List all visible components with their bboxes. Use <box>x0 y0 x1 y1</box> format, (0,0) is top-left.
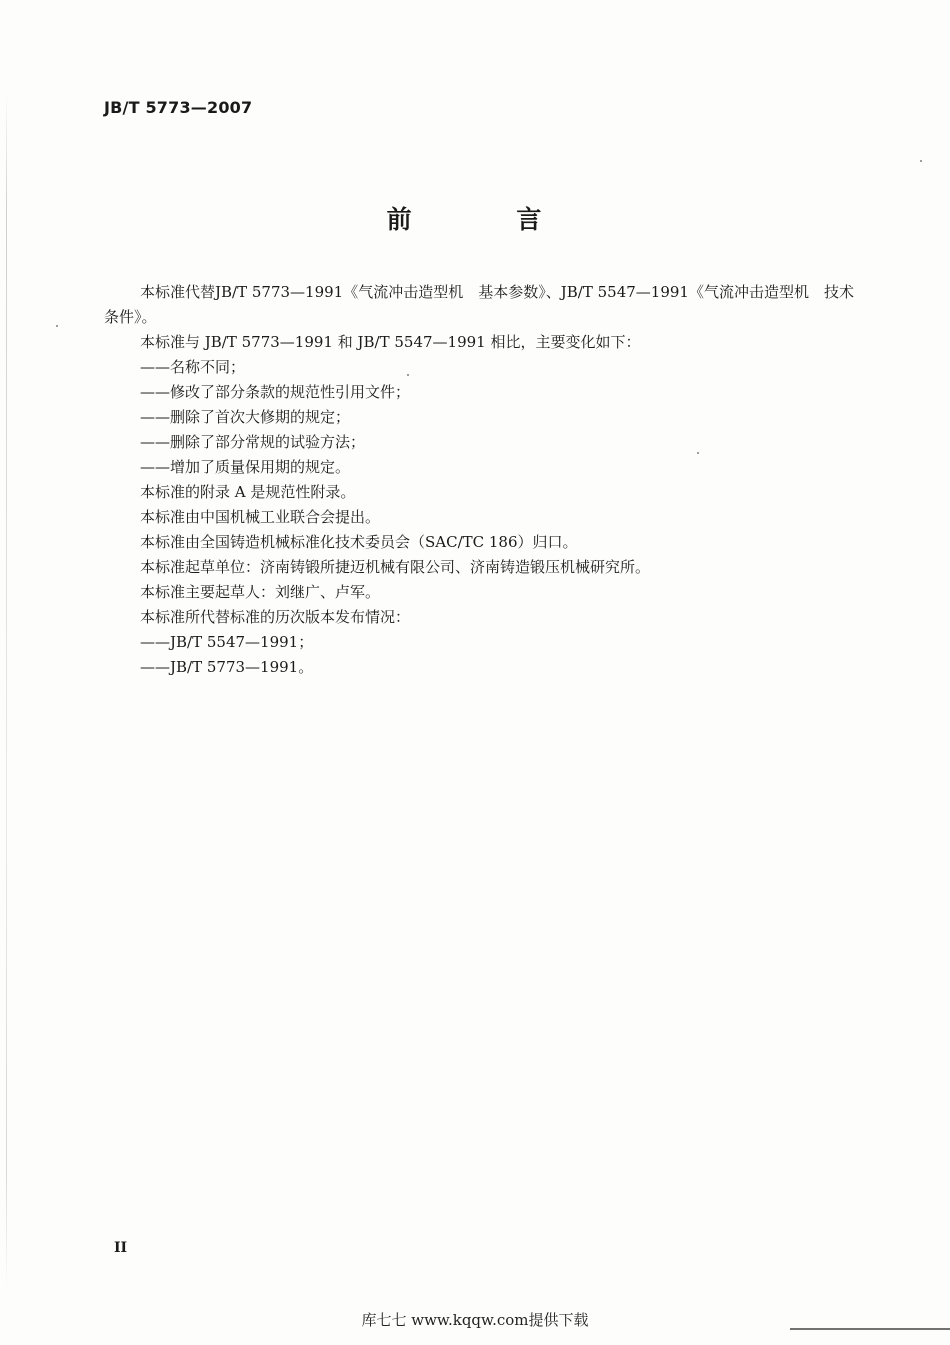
change-item: ——名称不同； <box>140 358 246 376</box>
change-item: ——增加了质量保用期的规定。 <box>140 458 351 476</box>
committee-statement: 本标准由全国铸造机械标准化技术委员会（SAC/TC 186）归口。 <box>140 533 578 551</box>
history-item: ——JB/T 5773—1991。 <box>140 658 314 676</box>
change-item: ——修改了部分条款的规范性引用文件； <box>140 383 411 401</box>
scan-edge-left <box>6 90 7 1290</box>
drafting-units-statement: 本标准起草单位：济南铸锻所捷迈机械有限公司、济南铸造锻压机械研究所。 <box>140 558 651 576</box>
preface-body <box>104 280 854 680</box>
history-statement: 本标准所代替标准的历次版本发布情况： <box>140 608 411 626</box>
appendix-statement: 本标准的附录 A 是规范性附录。 <box>140 483 356 501</box>
drafters-statement: 本标准主要起草人：刘继广、卢军。 <box>140 583 381 601</box>
history-item: ——JB/T 5547—1991； <box>140 633 314 651</box>
change-item: ——删除了部分常规的试验方法； <box>140 433 366 451</box>
standard-code-header: JB/T 5773—2007 <box>104 98 253 117</box>
change-item: ——删除了首次大修期的规定； <box>140 408 351 426</box>
comparison-paragraph: 本标准与 JB/T 5773—1991 和 JB/T 5547—1991 相比，主要变化如下： <box>140 333 641 351</box>
replacement-paragraph: 本标准代替JB/T 5773—1991《气流冲击造型机 基本参数》、JB/T 5547—1991《气流冲击造型机 技术条件》。 <box>104 283 854 326</box>
download-watermark: 库七七 www.kqqw.com提供下载 <box>361 1311 589 1329</box>
proposer-statement: 本标准由中国机械工业联合会提出。 <box>140 508 381 526</box>
scan-speck <box>920 160 922 162</box>
page-title: 前 言 <box>386 205 590 234</box>
page-number: II <box>114 1240 128 1256</box>
scan-speck <box>56 325 58 327</box>
